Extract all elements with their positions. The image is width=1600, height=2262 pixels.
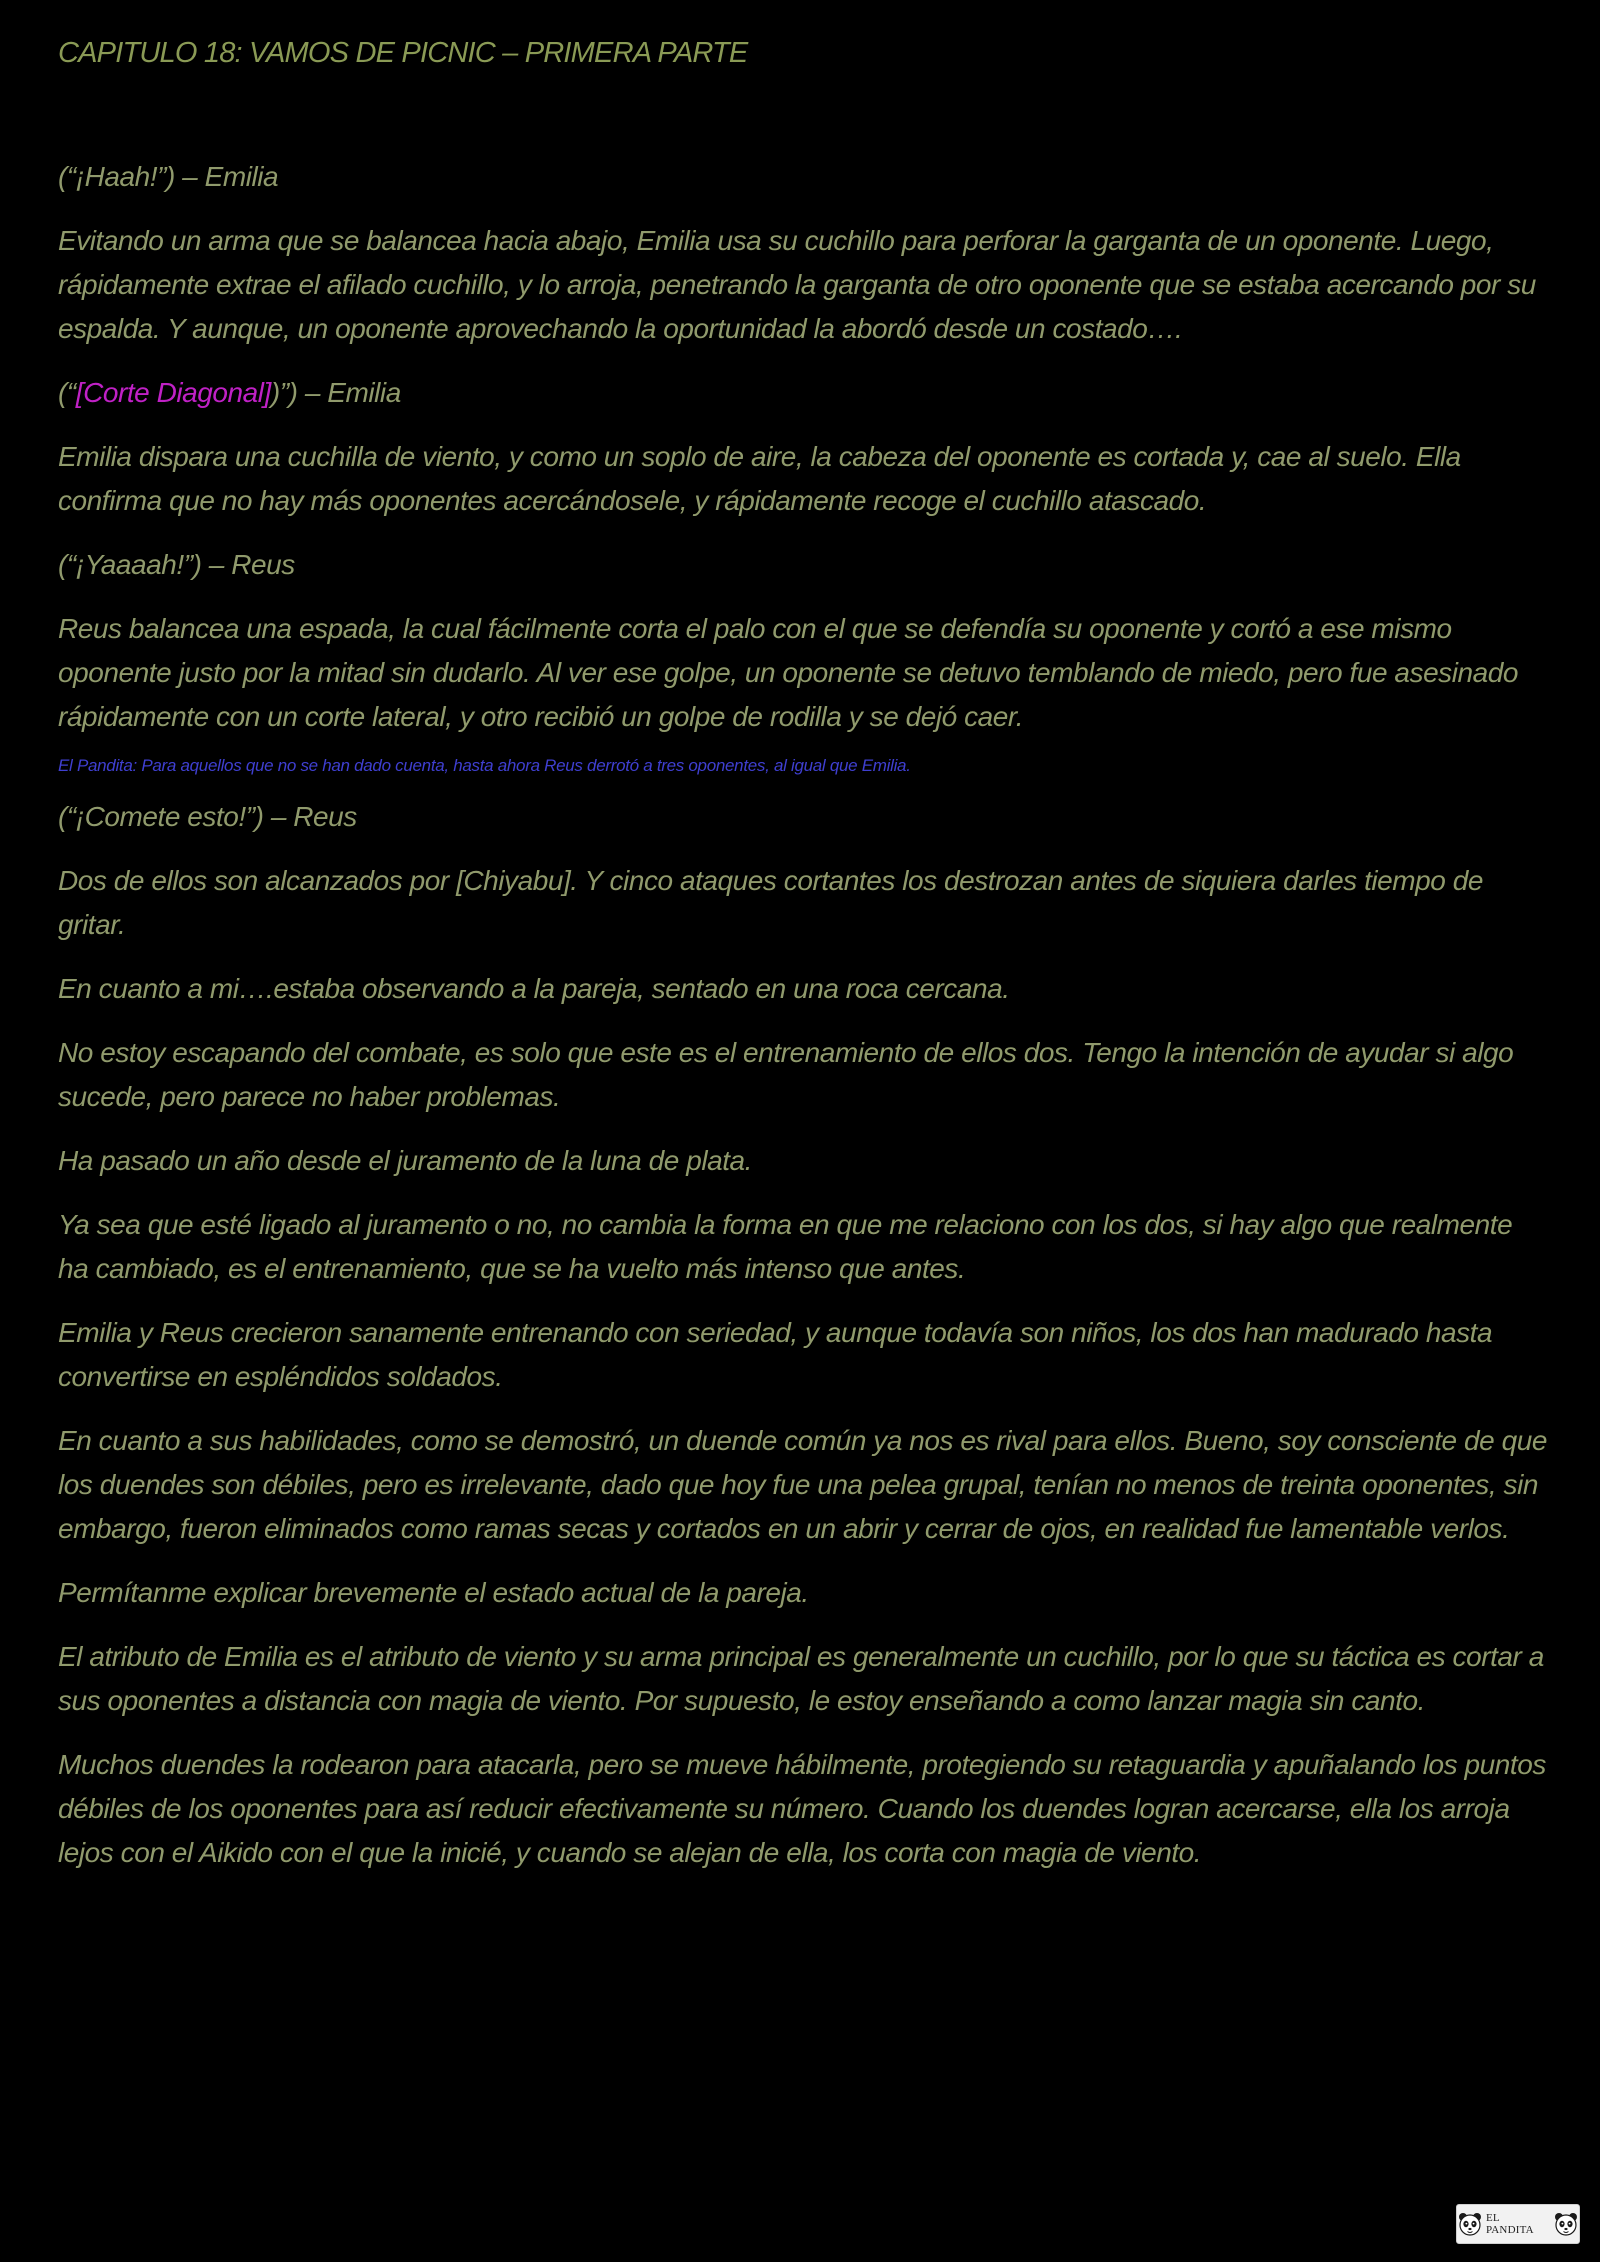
narrative-paragraph: Ya sea que esté ligado al juramento o no, no cambia la forma en que me relaciono con los dos, si hay algo que realmente ha cambiado, es el entrenamiento, que se ha vuelto más intenso que antes. bbox=[58, 1208, 1513, 1284]
logo-text: EL PANDITA bbox=[1485, 2212, 1534, 2236]
dialogue-suffix: )”) – Emilia bbox=[270, 376, 401, 408]
dialogue-prefix: (“ bbox=[58, 376, 76, 408]
narrative-paragraph: Emilia dispara una cuchilla de viento, y como un soplo de aire, la cabeza del oponente es cortada y, cae al suelo. Ella confirma que no hay más oponentes acercándosele, y rápidamente recoge el cuchillo atascado. bbox=[58, 440, 1461, 516]
narrative-paragraph: Dos de ellos son alcanzados por [Chiyabu]. Y cinco ataques cortantes los destrozan antes de siquiera darles tiempo de gritar. bbox=[58, 864, 1483, 940]
spell-name: [Corte Diagonal] bbox=[75, 376, 271, 408]
dialogue-line: (“¡Comete esto!”) – Reus bbox=[58, 800, 357, 832]
document-page bbox=[58, 36, 1548, 1895]
narrative-paragraph: Reus balancea una espada, la cual fácilmente corta el palo con el que se defendía su oponente y cortó a ese mismo oponente justo por la mitad sin dudarlo. Al ver ese golpe, un oponente se detuvo temblando de miedo, pero fue asesinado rápidamente con un corte lateral, y otro recibió un golpe de rodilla y se dejó caer. bbox=[58, 612, 1518, 732]
narrative-paragraph: No estoy escapando del combate, es solo que este es el entrenamiento de ellos dos. Tengo la intención de ayudar si algo sucede, pero parece no haber problemas. bbox=[58, 1036, 1514, 1112]
translator-note: El Pandita: Para aquellos que no se han dado cuenta, hasta ahora Reus derrotó a tres oponentes, al igual que Emilia. bbox=[58, 755, 911, 775]
el-pandita-logo bbox=[1456, 2204, 1580, 2244]
narrative-paragraph: El atributo de Emilia es el atributo de viento y su arma principal es generalmente un cuchillo, por lo que su táctica es cortar a sus oponentes a distancia con magia de viento. Por supuesto, le estoy enseñando a como lanzar magia sin canto. bbox=[58, 1640, 1544, 1716]
panda-icon bbox=[1553, 2210, 1579, 2238]
dialogue-line: (“¡Yaaaah!”) – Reus bbox=[58, 548, 295, 580]
dialogue-line bbox=[58, 371, 1548, 415]
narrative-paragraph: Evitando un arma que se balancea hacia abajo, Emilia usa su cuchillo para perforar la garganta de un oponente. Luego, rápidamente extrae el afilado cuchillo, y lo arroja, penetrando la garganta de otro oponente que se estaba acercando por su espalda. Y aunque, un oponente aprovechando la oportunidad la abordó desde un costado…. bbox=[58, 224, 1536, 344]
narrative-paragraph: Muchos duendes la rodearon para atacarla, pero se mueve hábilmente, protegiendo su retaguardia y apuñalando los puntos débiles de los oponentes para así reducir efectivamente su número. Cuando los duendes logran acercarse, ella los arroja lejos con el Aikido con el que la inicié, y cuando se alejan de ella, los corta con magia de viento. bbox=[58, 1748, 1546, 1868]
narrative-paragraph: En cuanto a mi….estaba observando a la pareja, sentado en una roca cercana. bbox=[58, 972, 1010, 1004]
narrative-paragraph: Ha pasado un año desde el juramento de la luna de plata. bbox=[58, 1144, 752, 1176]
narrative-paragraph: En cuanto a sus habilidades, como se demostró, un duende común ya nos es rival para ellos. Bueno, soy consciente de que los duendes son débiles, pero es irrelevante, dado que hoy fue una pelea grupal, tenían no menos de treinta oponentes, sin embargo, fueron eliminados como ramas secas y cortados en un abrir y cerrar de ojos, en realidad fue lamentable verlos. bbox=[58, 1424, 1547, 1544]
dialogue-line: (“¡Haah!”) – Emilia bbox=[58, 160, 279, 192]
panda-icon bbox=[1457, 2210, 1483, 2238]
narrative-paragraph: Emilia y Reus crecieron sanamente entrenando con seriedad, y aunque todavía son niños, los dos han madurado hasta convertirse en espléndidos soldados. bbox=[58, 1316, 1493, 1392]
chapter-title: CAPITULO 18: VAMOS DE PICNIC – PRIMERA PARTE bbox=[58, 37, 748, 69]
narrative-paragraph: Permítanme explicar brevemente el estado actual de la pareja. bbox=[58, 1576, 809, 1608]
